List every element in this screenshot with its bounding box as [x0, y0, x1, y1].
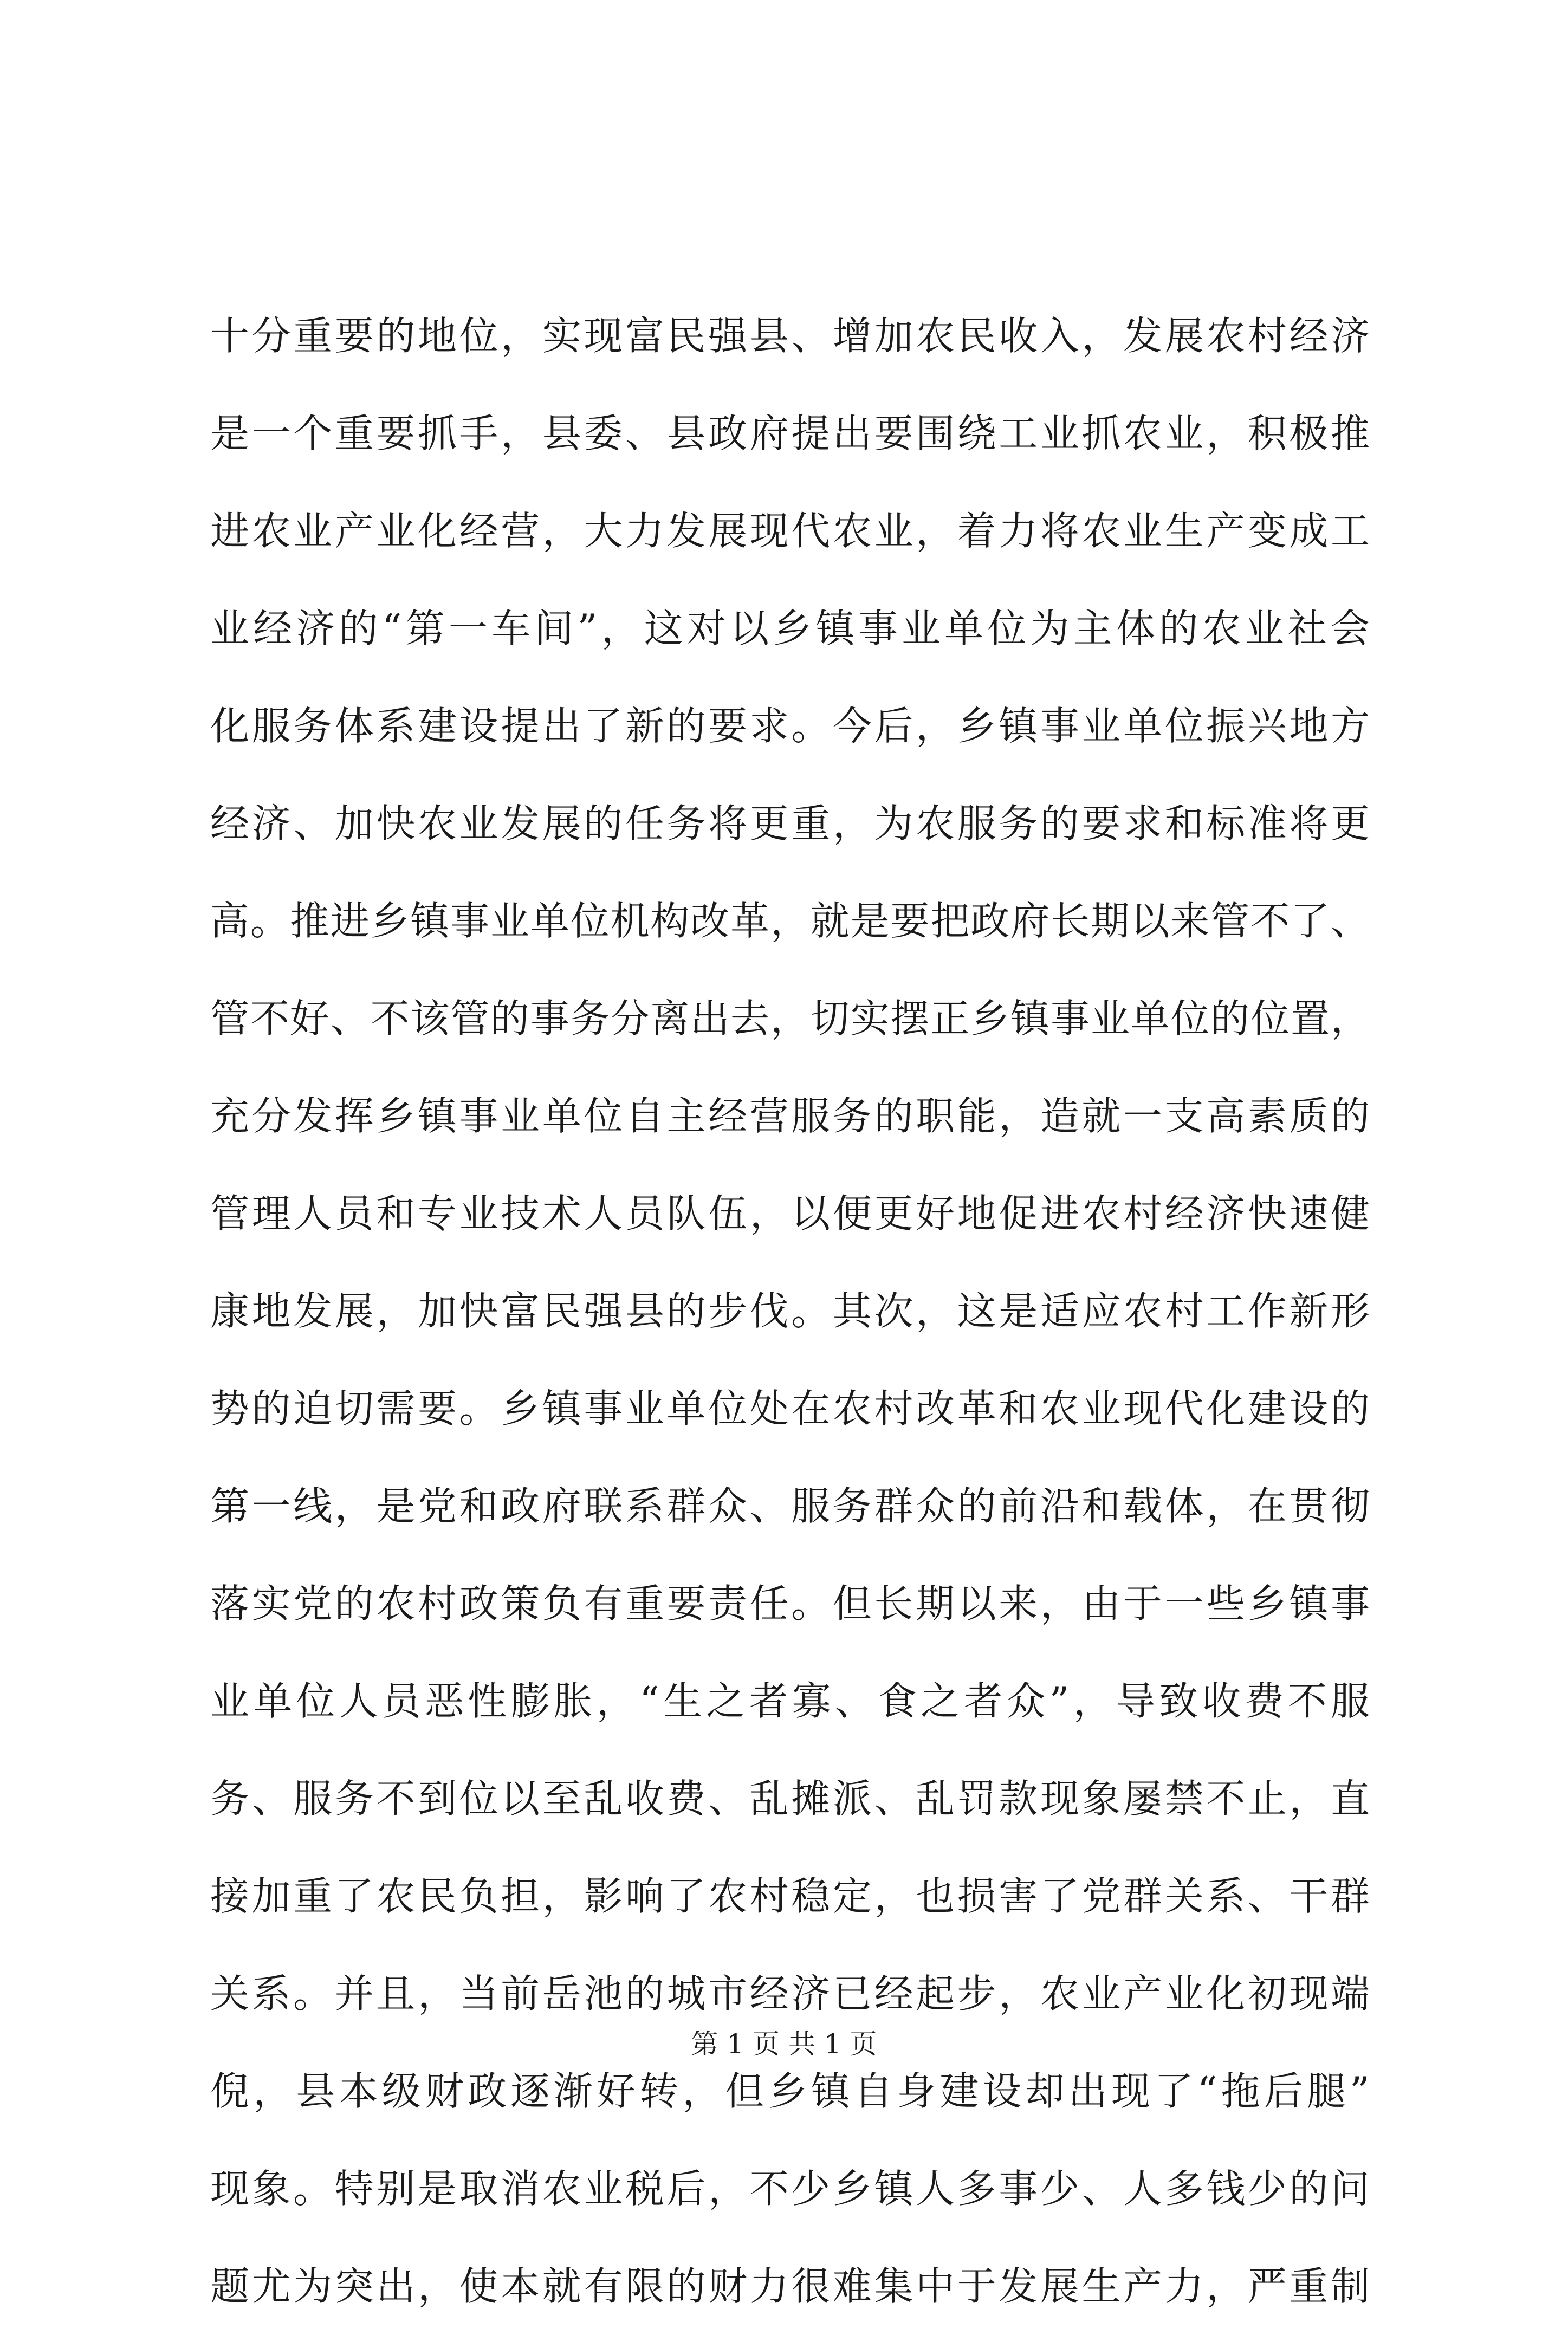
text-line: 管理人员和专业技术人员队伍，以便更好地促进农村经济快速健 — [210, 1191, 1370, 1236]
text-line: 康地发展，加快富民强县的步伐。其次，这是适应农村工作新形 — [210, 1288, 1370, 1334]
text-line: 倪，县本级财政逐渐好转，但乡镇自身建设却出现了“拖后腿” — [210, 2068, 1370, 2114]
text-line: 进农业产业化经营，大力发展现代农业，着力将农业生产变成工 — [210, 508, 1370, 554]
text-line: 业经济的“第一车间”，这对以乡镇事业单位为主体的农业社会 — [210, 606, 1370, 651]
text-line: 经济、加快农业发展的任务将更重，为农服务的要求和标准将更 — [210, 801, 1370, 846]
text-line: 业单位人员恶性膨胀，“生之者寡、食之者众”，导致收费不服 — [210, 1678, 1370, 1724]
text-line: 是一个重要抓手，县委、县政府提出要围绕工业抓农业，积极推 — [210, 411, 1370, 456]
text-line: 题尤为突出，使本就有限的财力很难集中于发展生产力，严重制 — [210, 2263, 1370, 2309]
text-line: 第一线，是党和政府联系群众、服务群众的前沿和载体，在贯彻 — [210, 1483, 1370, 1529]
text-line: 十分重要的地位，实现富民强县、增加农民收入，发展农村经济 — [210, 313, 1370, 359]
text-line: 现象。特别是取消农业税后，不少乡镇人多事少、人多钱少的问 — [210, 2166, 1370, 2211]
page-number: 第 1 页 共 1 页 — [691, 2028, 877, 2060]
text-line: 接加重了农民负担，影响了农村稳定，也损害了党群关系、干群 — [210, 1873, 1370, 1919]
text-line: 化服务体系建设提出了新的要求。今后，乡镇事业单位振兴地方 — [210, 703, 1370, 749]
page-footer — [0, 2025, 1568, 2063]
text-line: 务、服务不到位以至乱收费、乱摊派、乱罚款现象屡禁不止，直 — [210, 1776, 1370, 1821]
text-line: 充分发挥乡镇事业单位自主经营服务的职能，造就一支高素质的 — [210, 1093, 1370, 1139]
text-line: 管不好、不该管的事务分离出去，切实摆正乡镇事业单位的位置， — [210, 996, 1370, 1041]
text-line: 高。推进乡镇事业单位机构改革，就是要把政府长期以来管不了、 — [210, 898, 1370, 944]
text-line: 落实党的农村政策负有重要责任。但长期以来，由于一些乡镇事 — [210, 1581, 1370, 1626]
text-line: 关系。并且，当前岳池的城市经济已经起步，农业产业化初现端 — [210, 1971, 1370, 2016]
text-line: 势的迫切需要。乡镇事业单位处在农村改革和农业现代化建设的 — [210, 1386, 1370, 1431]
